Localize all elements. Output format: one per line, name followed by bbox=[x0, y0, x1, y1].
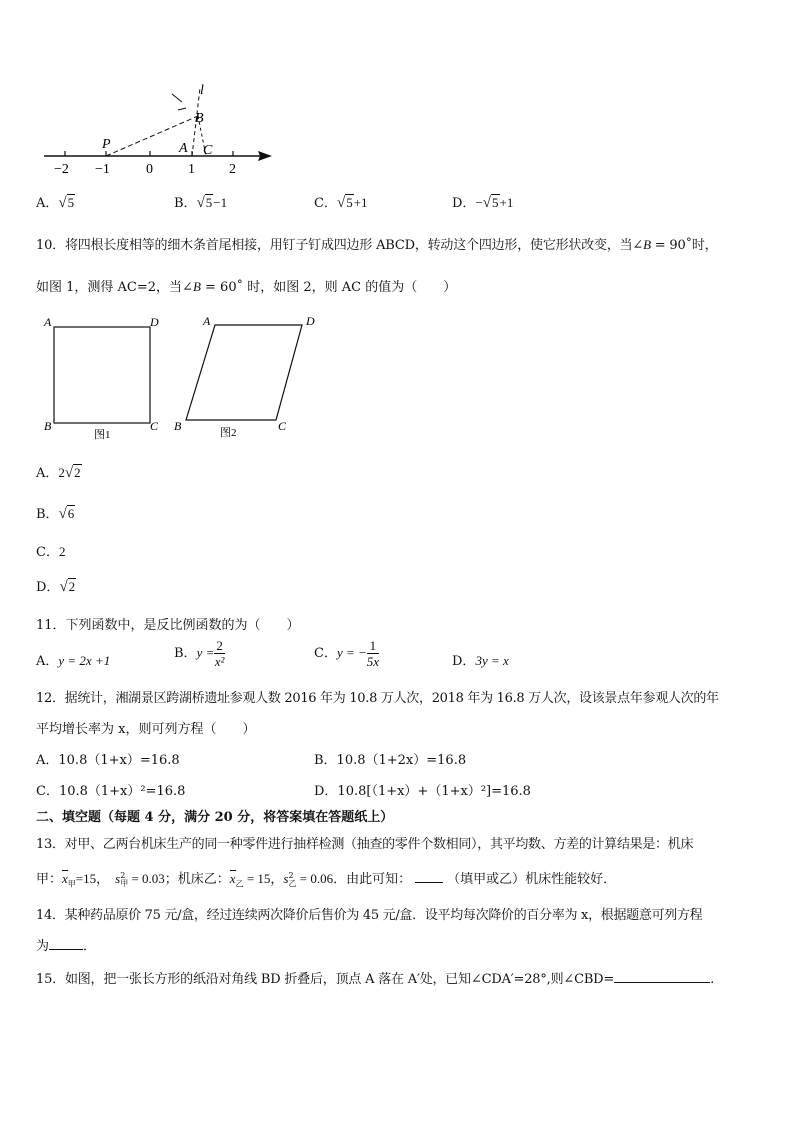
q12-line1: 12．据统计，湘湖景区跨湖桥遗址参观人数 2016 年为 10.8 万人次，2018 年为 16.8 万人次，设该景点年参观人次的年 bbox=[36, 691, 719, 706]
tick-label-minus2: −2 bbox=[54, 162, 69, 177]
q12-option-d: D．10.8[（1+x）+（1+x）²]=16.8 bbox=[314, 784, 531, 799]
fig2-caption: 图2 bbox=[220, 427, 237, 439]
q14-line2: 为 ． bbox=[36, 939, 97, 954]
label-C: C bbox=[203, 143, 213, 158]
q13-xbar-jia: x bbox=[62, 871, 68, 886]
fig1-label-A: A bbox=[44, 315, 52, 329]
q9-d-label: D． bbox=[452, 196, 476, 211]
q11-option-a: A．y = 2x +1 bbox=[36, 653, 111, 669]
fig2-label-A: A bbox=[203, 314, 211, 328]
q10-figures bbox=[40, 312, 340, 444]
q13-line2: 甲：$x_甲=15$， s 2 甲 = 0.03；机床乙：$x_乙 = 15$，s 2 乙 = 0.06．由此可知： （填甲或乙）机床性能较好． bbox=[36, 870, 617, 889]
fig2-label-D: D bbox=[306, 314, 315, 328]
number-line-figure bbox=[40, 82, 280, 182]
q10-option-b: B．√6 bbox=[36, 506, 75, 522]
q9-option-b bbox=[174, 192, 227, 212]
fig2-label-B: B bbox=[174, 419, 182, 433]
q15-line1: 15．如图，把一张长方形的纸沿对角线 BD 折叠后，顶点 A 落在 A′处，已知∠CDA′=28°,则∠CBD= . bbox=[36, 972, 715, 987]
fig1-label-B: B bbox=[44, 419, 52, 433]
section-title: 二、填空题（每题 4 分，满分 20 分，将答案填在答题纸上） bbox=[36, 810, 394, 825]
label-A: A bbox=[179, 141, 188, 156]
fig1-label-D: D bbox=[150, 315, 159, 329]
q10-option-c: C．2 bbox=[36, 544, 66, 560]
q9-d-tail: +1 bbox=[499, 195, 514, 210]
tick-label-0: 0 bbox=[146, 162, 153, 177]
q13-line1: 13．对甲、乙两台机床生产的同一种零件进行抽样检测（抽查的零件个数相同），其平均数、方差的计算结果是：机床 bbox=[36, 837, 694, 852]
q9-option-d bbox=[452, 192, 513, 212]
q9-c-sqrt: √5 bbox=[336, 195, 353, 211]
q9-c-label: C． bbox=[314, 196, 337, 211]
q12-option-c: C．10.8（1+x）²=16.8 bbox=[36, 784, 186, 799]
q9-a-sqrt: √5 bbox=[58, 195, 75, 211]
tick-label-2: 2 bbox=[229, 162, 236, 177]
q14-answer-blank[interactable] bbox=[49, 937, 83, 950]
q13-xbar-yi: x bbox=[229, 871, 236, 886]
q9-c-tail: +1 bbox=[353, 195, 368, 210]
q13-answer-blank[interactable] bbox=[415, 870, 443, 883]
q11-option-b: B．y = $\frac{2}{\text{x²}}$ bbox=[174, 638, 225, 669]
label-P: P bbox=[102, 137, 111, 152]
q9-b-sqrt: √5 bbox=[196, 195, 213, 211]
q10-line2: 如图 1，测得 AC=2，当∠B = 60˚ 时，如图 2，则 AC 的值为（ ） bbox=[36, 279, 457, 295]
q10-option-a: A．2√2 bbox=[36, 465, 81, 481]
q11-option-d: D．3y = x bbox=[452, 653, 509, 669]
fig2-label-C: C bbox=[278, 419, 287, 433]
q9-option-a bbox=[36, 192, 75, 212]
label-B: B bbox=[195, 111, 204, 126]
q9-b-label: B． bbox=[174, 196, 197, 211]
q12-option-b: B．10.8（1+2x）=16.8 bbox=[314, 753, 467, 768]
q9-b-tail: −1 bbox=[213, 195, 228, 210]
q9-a-label: A． bbox=[36, 196, 59, 211]
axis-arrow bbox=[258, 151, 272, 161]
fig1-square bbox=[54, 327, 150, 423]
q14-line1: 14．某种药品原价 75 元/盒，经过连续两次降价后售价为 45 元/盒．设平均每次降价的百分率为 x，根据题意可列方程 bbox=[36, 908, 703, 923]
tick-label-1: 1 bbox=[188, 162, 195, 177]
q11-option-c: C．y = − $\frac{1}{5x}$ bbox=[314, 638, 380, 669]
label-l: l bbox=[200, 83, 204, 98]
fig1-caption: 图1 bbox=[94, 429, 111, 441]
fig2-parallelogram bbox=[186, 325, 302, 420]
q11-stem: 11．下列函数中，是反比例函数的为（ ） bbox=[36, 618, 300, 633]
q10-option-d: D．√2 bbox=[36, 579, 76, 595]
q15-answer-blank[interactable] bbox=[614, 970, 710, 983]
tick-label-minus1: −1 bbox=[95, 162, 110, 177]
q9-option-c bbox=[314, 192, 368, 212]
q10-line1: 10．将四根长度相等的细木条首尾相接，用钉子钉成四边形 ABCD，转动这个四边形，使它形状改变，当∠B = 90˚时， bbox=[36, 237, 718, 253]
q12-line2: 平均增长率为 x，则可列方程（ ） bbox=[36, 722, 256, 737]
q9-d-sqrt: √5 bbox=[482, 195, 499, 211]
q9-d-pre: − bbox=[475, 195, 483, 210]
fig1-label-C: C bbox=[150, 419, 159, 433]
arc-mark-upper bbox=[172, 94, 186, 110]
q12-option-a: A．10.8（1+x）=16.8 bbox=[36, 753, 180, 768]
